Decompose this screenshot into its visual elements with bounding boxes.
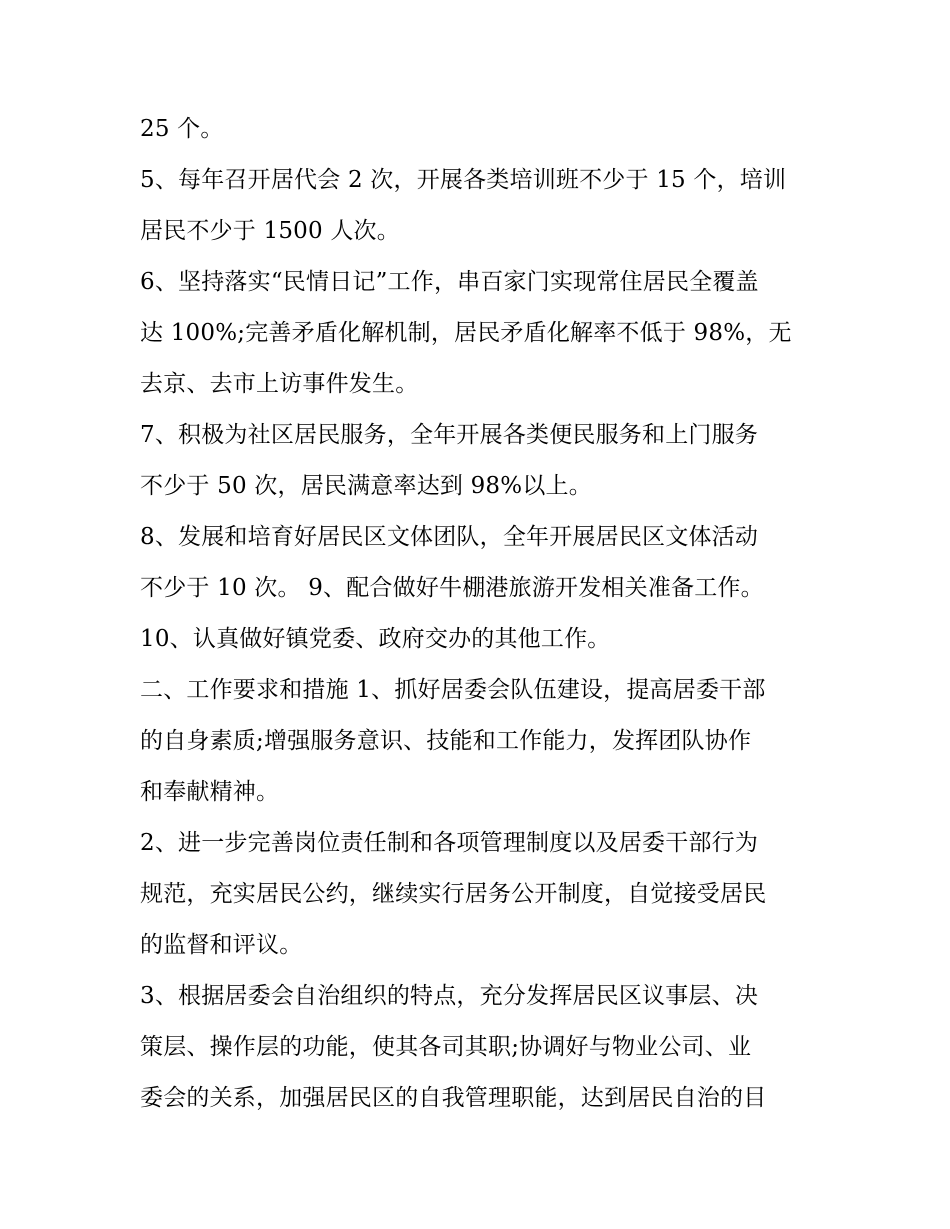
text-line: 规范，充实居民公约，继续实行居务公开制度，自觉接受居民 — [140, 881, 767, 907]
text-line: 的自身素质;增强服务意识、技能和工作能力，发挥团队协作 — [140, 728, 752, 754]
text-line: 5、每年召开居代会 2 次，开展各类培训班不少于 15 个，培训 — [140, 167, 787, 193]
text-line: 去京、去市上访事件发生。 — [140, 371, 419, 397]
text-line: 的监督和评议。 — [140, 932, 303, 958]
text-line: 和奉献精神。 — [140, 779, 280, 805]
text-line: 25 个。 — [140, 116, 224, 142]
text-line: 3、根据居委会自治组织的特点，充分发挥居民区议事层、决 — [140, 983, 759, 1009]
text-line: 6、坚持落实“民情日记”工作，串百家门实现常住居民全覆盖 — [140, 269, 759, 295]
text-line: 二、工作要求和措施 1、抓好居委会队伍建设，提高居委干部 — [140, 677, 766, 703]
text-line: 居民不少于 1500 人次。 — [140, 218, 400, 244]
text-line: 委会的关系，加强居民区的自我管理职能，达到居民自治的目 — [140, 1085, 767, 1111]
text-line: 2、进一步完善岗位责任制和各项管理制度以及居委干部行为 — [140, 830, 759, 856]
text-line: 策层、操作层的功能，使其各司其职;协调好与物业公司、业 — [140, 1034, 752, 1060]
text-line: 10、认真做好镇党委、政府交办的其他工作。 — [140, 626, 611, 652]
text-line: 8、发展和培育好居民区文体团队，全年开展居民区文体活动 — [140, 524, 759, 550]
text-line: 7、积极为社区居民服务，全年开展各类便民服务和上门服务 — [140, 422, 759, 448]
text-line: 不少于 10 次。 9、配合做好牛棚港旅游开发相关准备工作。 — [140, 575, 764, 601]
document-body — [140, 104, 820, 1124]
text-line: 达 100%;完善矛盾化解机制，居民矛盾化解率不低于 98%，无 — [140, 320, 792, 346]
text-line: 不少于 50 次，居民满意率达到 98%以上。 — [140, 473, 592, 499]
